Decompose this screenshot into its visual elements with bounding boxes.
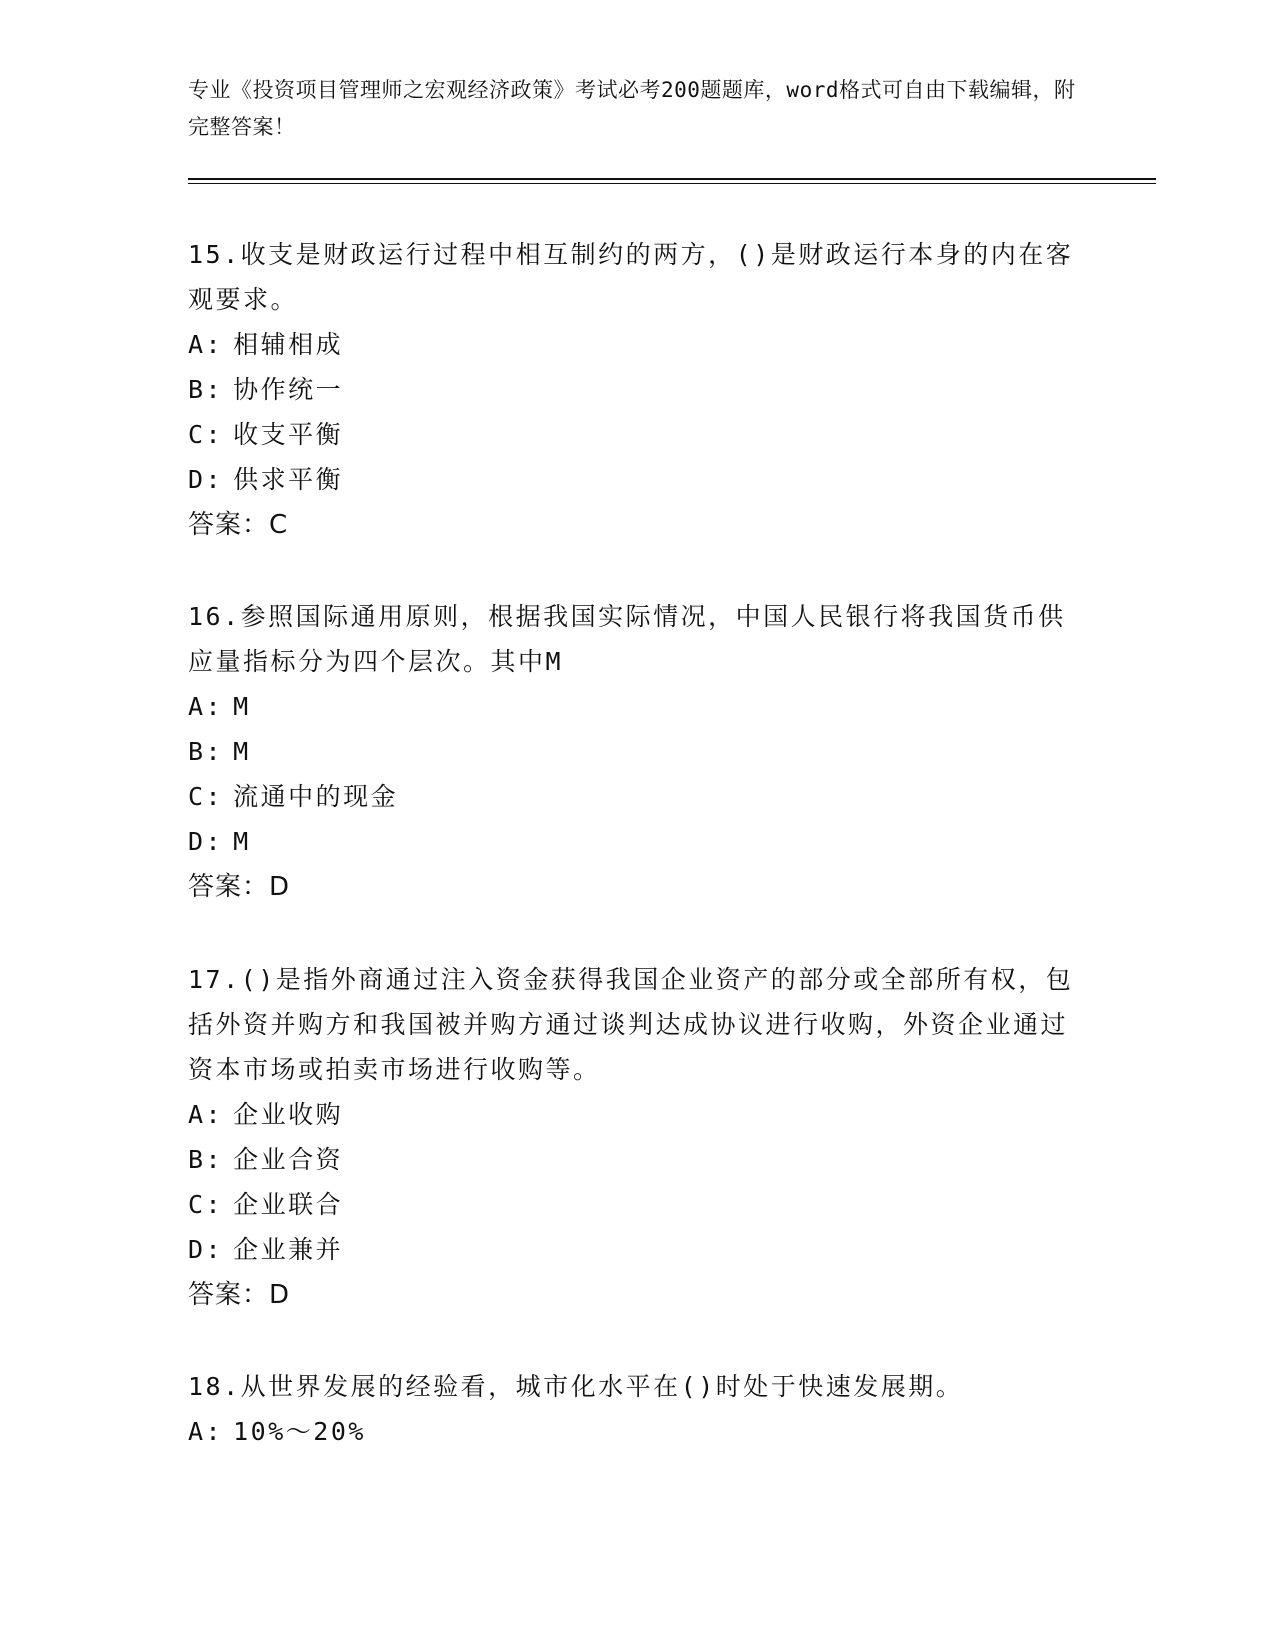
option-d [188, 819, 1088, 864]
option-text: M [233, 692, 251, 721]
document-header: 专业《投资项目管理师之宏观经济政策》考试必考200题题库，word格式可自由下载编辑，附完整答案！ [188, 78, 1076, 139]
option-label: C: [188, 782, 224, 811]
question-16 [188, 594, 1088, 910]
option-c [188, 412, 1088, 457]
option-label: A: [188, 330, 224, 359]
option-label: B: [188, 1145, 224, 1174]
header-divider-thin [188, 183, 1156, 184]
question-18 [188, 1364, 1088, 1454]
answer: 答案：D [188, 1280, 291, 1310]
option-a [188, 1409, 1088, 1454]
option-label: B: [188, 737, 224, 766]
option-b [188, 1137, 1088, 1182]
option-label: D: [188, 1235, 224, 1264]
option-text: 收支平衡 [233, 420, 344, 449]
option-a [188, 322, 1088, 367]
option-c [188, 774, 1088, 819]
question-stem: 17.()是指外商通过注入资金获得我国企业资产的部分或全部所有权，包括外资并购方和我国被并购方通过谈判达成协议进行收购，外资企业通过资本市场或拍卖市场进行收购等。 [188, 965, 1074, 1084]
option-a [188, 1092, 1088, 1137]
option-label: D: [188, 465, 224, 494]
option-text: 企业兼并 [233, 1235, 344, 1264]
option-text: 10%～20% [233, 1417, 366, 1446]
option-text: 企业联合 [233, 1190, 344, 1219]
option-label: A: [188, 692, 224, 721]
option-text: 流通中的现金 [233, 782, 399, 811]
question-stem: 16.参照国际通用原则，根据我国实际情况，中国人民银行将我国货币供应量指标分为四个层次。其中M [188, 602, 1066, 676]
answer: 答案：D [188, 872, 291, 902]
header-divider-thick [188, 178, 1156, 180]
question-stem: 15.收支是财政运行过程中相互制约的两方，()是财政运行本身的内在客观要求。 [188, 240, 1074, 314]
option-text: 供求平衡 [233, 465, 344, 494]
option-d [188, 457, 1088, 502]
option-label: B: [188, 375, 224, 404]
option-label: D: [188, 827, 224, 856]
option-c [188, 1182, 1088, 1227]
question-stem: 18.从世界发展的经验看，城市化水平在()时处于快速发展期。 [188, 1372, 964, 1401]
option-text: 协作统一 [233, 375, 344, 404]
option-b [188, 729, 1088, 774]
answer: 答案：C [188, 510, 289, 540]
option-b [188, 367, 1088, 412]
option-text: 企业收购 [233, 1100, 344, 1129]
option-text: M [233, 827, 251, 856]
option-text: M [233, 737, 251, 766]
option-a [188, 684, 1088, 729]
option-label: A: [188, 1100, 224, 1129]
question-15 [188, 232, 1088, 548]
option-text: 企业合资 [233, 1145, 344, 1174]
option-d [188, 1227, 1088, 1272]
option-label: C: [188, 420, 224, 449]
option-label: C: [188, 1190, 224, 1219]
question-17 [188, 957, 1088, 1318]
option-label: A: [188, 1417, 224, 1446]
option-text: 相辅相成 [233, 330, 344, 359]
